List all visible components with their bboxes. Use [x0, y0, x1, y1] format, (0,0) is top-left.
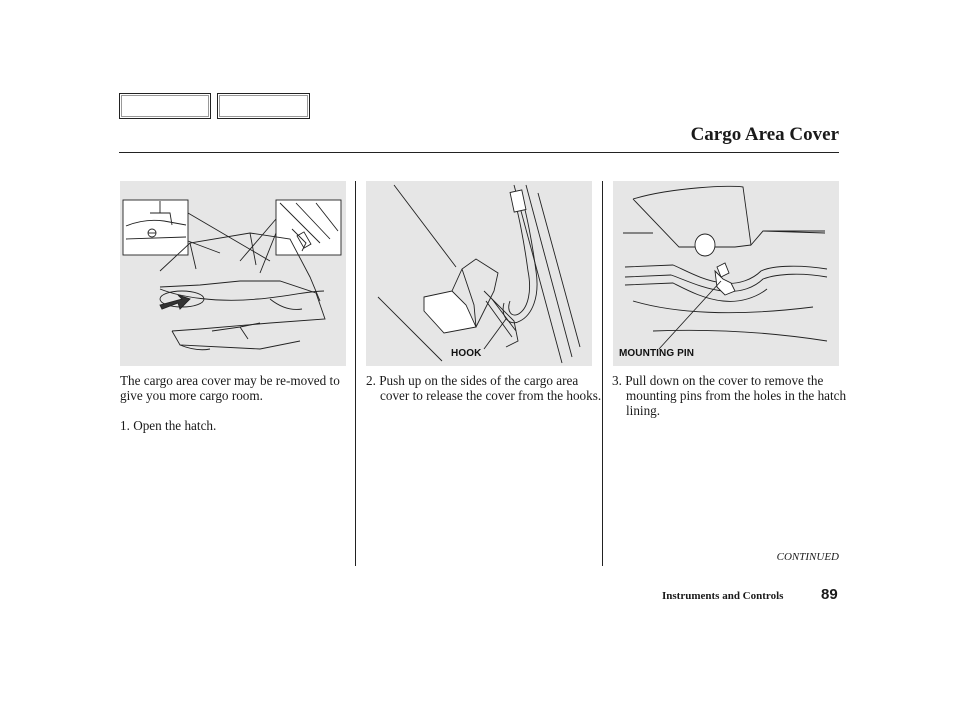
nav-tab-box-1[interactable]	[119, 93, 211, 119]
page-number: 89	[821, 586, 838, 603]
hatch-open-illustration	[120, 181, 346, 366]
mounting-pin-drawing	[613, 181, 839, 366]
hatch-open-drawing	[120, 181, 346, 366]
intro-paragraph: The cargo area cover may be re-moved to give you more cargo room.	[120, 373, 340, 403]
hook-callout: HOOK	[451, 348, 482, 359]
step-3-text: 3. Pull down on the cover to remove the mounting pins from the holes in the hatch lining.	[612, 373, 847, 418]
nav-tab-box-2[interactable]	[217, 93, 310, 119]
hook-drawing	[366, 181, 592, 366]
footer-section-title: Instruments and Controls	[662, 590, 784, 602]
mounting-pin-illustration	[613, 181, 839, 366]
hook-illustration	[366, 181, 592, 366]
page-title: Cargo Area Cover	[690, 124, 839, 145]
step-2-text: 2. Push up on the sides of the cargo area cover to release the cover from the hooks.	[366, 373, 602, 403]
header-rule	[119, 152, 839, 153]
mounting-pin-callout: MOUNTING PIN	[619, 348, 695, 359]
column-divider-1	[355, 181, 356, 566]
continued-label: CONTINUED	[776, 551, 839, 563]
step-1-text: 1. Open the hatch.	[120, 418, 217, 433]
